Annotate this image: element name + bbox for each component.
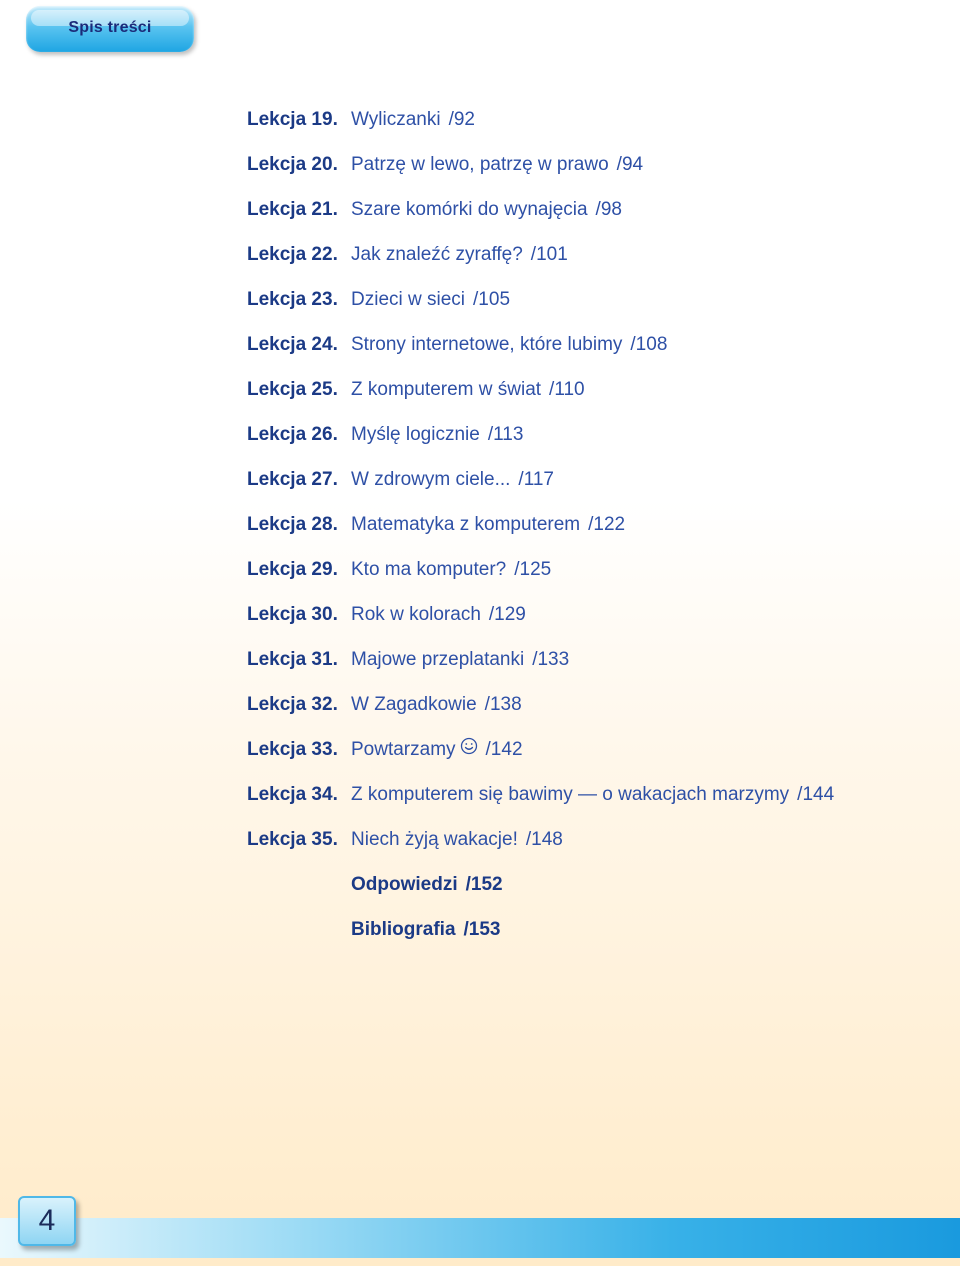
- lesson-number: Lekcja 22.: [247, 244, 338, 265]
- toc-entry-lesson-20[interactable]: [247, 151, 887, 196]
- extra-title: Odpowiedzi: [351, 874, 458, 895]
- table-of-contents: [247, 106, 887, 961]
- page-ref: /113: [487, 424, 524, 445]
- toc-entry-lesson-29[interactable]: [247, 556, 887, 601]
- toc-entry-lesson-30[interactable]: [247, 601, 887, 646]
- page-ref: /105: [473, 289, 511, 310]
- page-ref: /144: [797, 784, 835, 805]
- lesson-title: Majowe przeplatanki: [351, 649, 525, 670]
- page-ref: /117: [518, 469, 554, 490]
- page-ref: /92: [448, 109, 475, 130]
- toc-entry-lesson-19[interactable]: [247, 106, 887, 151]
- toc-entry-lesson-28[interactable]: [247, 511, 887, 556]
- page-ref: /110: [549, 379, 585, 400]
- lesson-title: Patrzę w lewo, patrzę w prawo: [351, 154, 609, 175]
- footer-bar: [0, 1218, 960, 1258]
- extra-title: Bibliografia: [351, 919, 456, 940]
- page-ref: /138: [484, 694, 522, 715]
- lesson-title: Wyliczanki: [351, 109, 441, 130]
- toc-entry-lesson-25[interactable]: [247, 376, 887, 421]
- lesson-number: Lekcja 29.: [247, 559, 338, 580]
- page-ref: /152: [465, 874, 503, 895]
- toc-entry-lesson-23[interactable]: [247, 286, 887, 331]
- page-ref: /133: [532, 649, 570, 670]
- toc-header-title: Spis treści: [68, 19, 152, 36]
- toc-header-tab: [26, 6, 194, 52]
- toc-entry-lesson-31[interactable]: [247, 646, 887, 691]
- toc-entry-lesson-34[interactable]: [247, 781, 887, 826]
- lesson-title: Z komputerem się bawimy — o wakacjach marzymy: [351, 784, 790, 805]
- lesson-number: Lekcja 35.: [247, 829, 338, 850]
- lesson-title: Niech żyją wakacje!: [351, 829, 518, 850]
- lesson-title: Szare komórki do wynajęcia: [351, 199, 588, 220]
- lesson-title: Kto ma komputer?: [351, 559, 507, 580]
- lesson-number: Lekcja 27.: [247, 469, 338, 490]
- lesson-number: Lekcja 23.: [247, 289, 338, 310]
- lesson-number: Lekcja 30.: [247, 604, 338, 625]
- lesson-number: Lekcja 26.: [247, 424, 338, 445]
- page-ref: /125: [514, 559, 552, 580]
- lesson-number: Lekcja 34.: [247, 784, 338, 805]
- page-ref: /122: [588, 514, 626, 535]
- lesson-number: Lekcja 25.: [247, 379, 338, 400]
- toc-entry-answers[interactable]: [247, 871, 887, 916]
- toc-entry-lesson-27[interactable]: [247, 466, 887, 511]
- lesson-title: Myślę logicznie: [351, 424, 480, 445]
- lesson-title: W zdrowym ciele...: [351, 469, 511, 490]
- lesson-number: Lekcja 28.: [247, 514, 338, 535]
- page-ref: /142: [485, 739, 523, 761]
- lesson-title: W Zagadkowie: [351, 694, 477, 715]
- lesson-number: Lekcja 33.: [247, 739, 338, 761]
- lesson-title: Matematyka z komputerem: [351, 514, 581, 535]
- lesson-number: Lekcja 32.: [247, 694, 338, 715]
- lesson-title: Rok w kolorach: [351, 604, 481, 625]
- toc-entry-lesson-26[interactable]: [247, 421, 887, 466]
- page-ref: /98: [595, 199, 622, 220]
- lesson-number: Lekcja 31.: [247, 649, 338, 670]
- page-ref: /153: [463, 919, 501, 940]
- toc-entry-bibliography[interactable]: [247, 916, 887, 961]
- toc-entry-lesson-22[interactable]: [247, 241, 887, 286]
- page-ref: /101: [530, 244, 568, 265]
- lesson-number: Lekcja 21.: [247, 199, 338, 220]
- lesson-title: Dzieci w sieci: [351, 289, 466, 310]
- lesson-title: Powtarzamy: [351, 739, 456, 761]
- page-ref: /108: [630, 334, 668, 355]
- lesson-title: Jak znaleźć zyraffę?: [351, 244, 523, 265]
- page-number-badge: 4: [18, 1196, 76, 1246]
- lesson-title: Strony internetowe, które lubimy: [351, 334, 623, 355]
- toc-entry-lesson-32[interactable]: [247, 691, 887, 736]
- page-ref: /148: [525, 829, 563, 850]
- smiley-icon: [460, 736, 478, 764]
- lesson-title: Z komputerem w świat: [351, 379, 542, 400]
- lesson-number: Lekcja 20.: [247, 154, 338, 175]
- toc-entry-lesson-35[interactable]: [247, 826, 887, 871]
- lesson-number: Lekcja 24.: [247, 334, 338, 355]
- toc-entry-lesson-24[interactable]: [247, 331, 887, 376]
- page-ref: /94: [616, 154, 644, 175]
- toc-entry-lesson-33[interactable]: [247, 736, 887, 781]
- toc-entry-lesson-21[interactable]: [247, 196, 887, 241]
- lesson-number: Lekcja 19.: [247, 109, 338, 130]
- page-ref: /129: [488, 604, 526, 625]
